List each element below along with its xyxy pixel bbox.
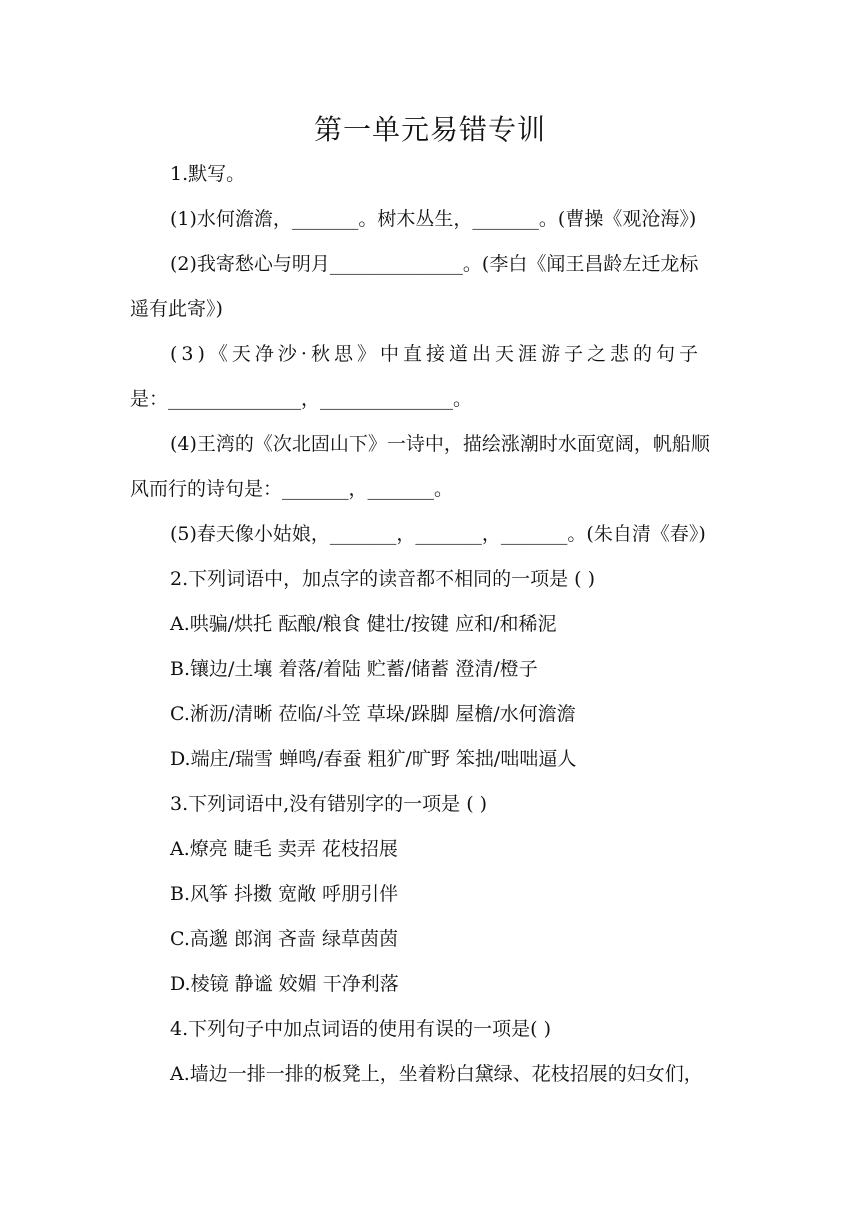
question-3-option-c: C.高邈 郎润 吝啬 绿草茵茵 <box>170 928 399 950</box>
question-2-option-a: A.哄骗/烘托 酝酿/粮食 健壮/按键 应和/和稀泥 <box>170 613 557 635</box>
question-1-item-3: (3)《天净沙·秋思》中直接道出天涯游子之悲的句子 <box>170 343 702 365</box>
question-1-item-5: (5)春天像小姑娘，_______，_______，_______。(朱自清《春》) <box>170 523 706 545</box>
question-1-item-4: (4)王湾的《次北固山下》一诗中，描绘涨潮时水面宽阔，帆船顺 <box>170 433 710 455</box>
question-3-option-b: B.风筝 抖擞 宽敞 呼朋引伴 <box>170 883 399 905</box>
page-title: 第一单元易错专训 <box>313 113 546 146</box>
question-3-option-d: D.棱镜 静谧 姣媚 干净利落 <box>170 973 399 995</box>
question-2-option-b: B.镶边/土壤 着落/着陆 贮蓄/储蓄 澄清/橙子 <box>170 658 538 680</box>
question-3-stem: 3.下列词语中,没有错别字的一项是 ( ) <box>170 793 488 815</box>
question-3-option-a: A.燎亮 睫毛 卖弄 花枝招展 <box>170 838 398 860</box>
question-4-stem: 4.下列句子中加点词语的使用有误的一项是( ) <box>170 1018 551 1040</box>
question-2-option-d: D.端庄/瑞雪 蝉鸣/春蚕 粗犷/旷野 笨拙/咄咄逼人 <box>170 748 577 770</box>
question-1-item-1: (1)水何澹澹，_______。树木丛生，_______。(曹操《观沧海》) <box>170 208 697 230</box>
question-2-stem: 2.下列词语中，加点字的读音都不相同的一项是 ( ) <box>170 568 596 590</box>
question-1-item-3-cont: 是：______________，______________。 <box>130 388 473 410</box>
question-4-option-a: A.墙边一排一排的板凳上，坐着粉白黛绿、花枝招展的妇女们， <box>170 1063 703 1085</box>
question-1-item-4-cont: 风而行的诗句是：_______，_______。 <box>130 478 454 500</box>
question-2-option-c: C.淅沥/清晰 莅临/斗笠 草垛/跺脚 屋檐/水何澹澹 <box>170 703 576 725</box>
question-1-heading: 1.默写。 <box>170 163 246 185</box>
question-1-item-2-cont: 遥有此寄》) <box>130 298 223 320</box>
question-1-item-2: (2)我寄愁心与明月______________。(李白《闻王昌龄左迁龙标 <box>170 253 699 275</box>
